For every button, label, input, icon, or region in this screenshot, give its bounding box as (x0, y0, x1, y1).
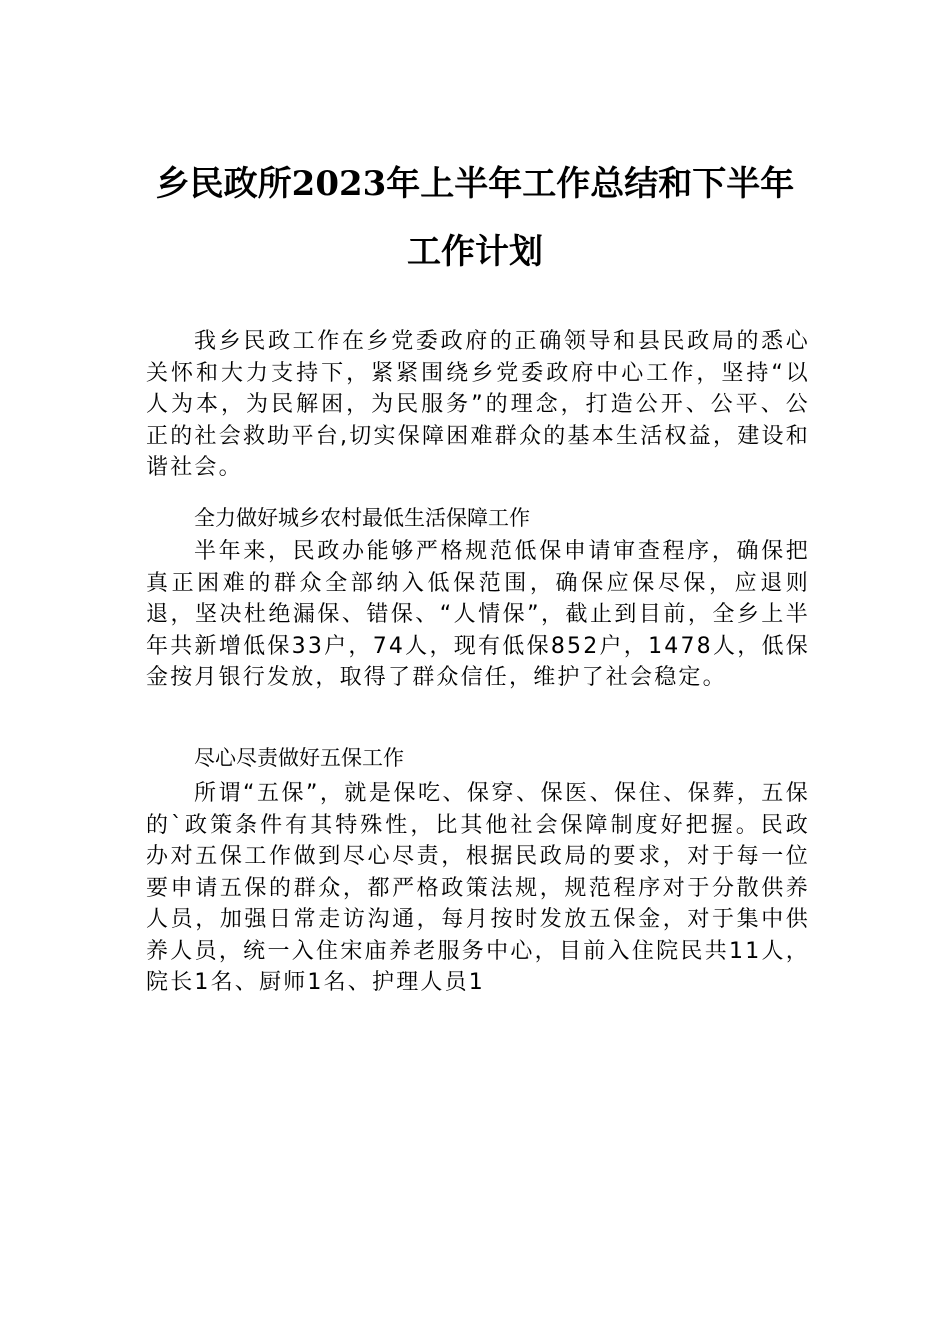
section-paragraph-five-guarantees: 所谓“五保”，就是保吃、保穿、保医、保住、保葬，五保的`政策条件有其特殊性，比其他社会保障制度好把握。民政办对五保工作做到尽心尽责，根据民政局的要求，对于每一位要申请五保的群众，都严格政策法规，规范程序对于分散供养人员，加强日常走访沟通，每月按时发放五保金，对于集中供养人员，统一入住宋庙养老服务中心，目前入住院民共11人，院长1名、厨师1名、护理人员1 (146, 781, 810, 995)
document-title-line-2: 工作计划 (407, 232, 543, 272)
section-heading-minimum-living-guarantee: 全力做好城乡农村最低生活保障工作 (194, 506, 530, 530)
section-heading-five-guarantees: 尽心尽责做好五保工作 (194, 746, 404, 770)
section-paragraph-minimum-living-guarantee: 半年来，民政办能够严格规范低保申请审查程序，确保把真正困难的群众全部纳入低保范围，确保应保尽保，应退则退，坚决杜绝漏保、错保、“人情保”，截止到目前，全乡上半年共新增低保33户，74人，现有低保852户，1478人，低保金按月银行发放，取得了群众信任，维护了社会稳定。 (146, 539, 810, 690)
intro-paragraph: 我乡民政工作在乡党委政府的正确领导和县民政局的悉心关怀和大力支持下，紧紧围绕乡党委政府中心工作，坚持“以人为本，为民解困，为民服务”的理念，打造公开、公平、公正的社会救助平台,切实保障困难群众的基本生活权益，建设和谐社会。 (146, 329, 810, 480)
document-title-line-1: 乡民政所2023年上半年工作总结和下半年 (155, 164, 795, 204)
